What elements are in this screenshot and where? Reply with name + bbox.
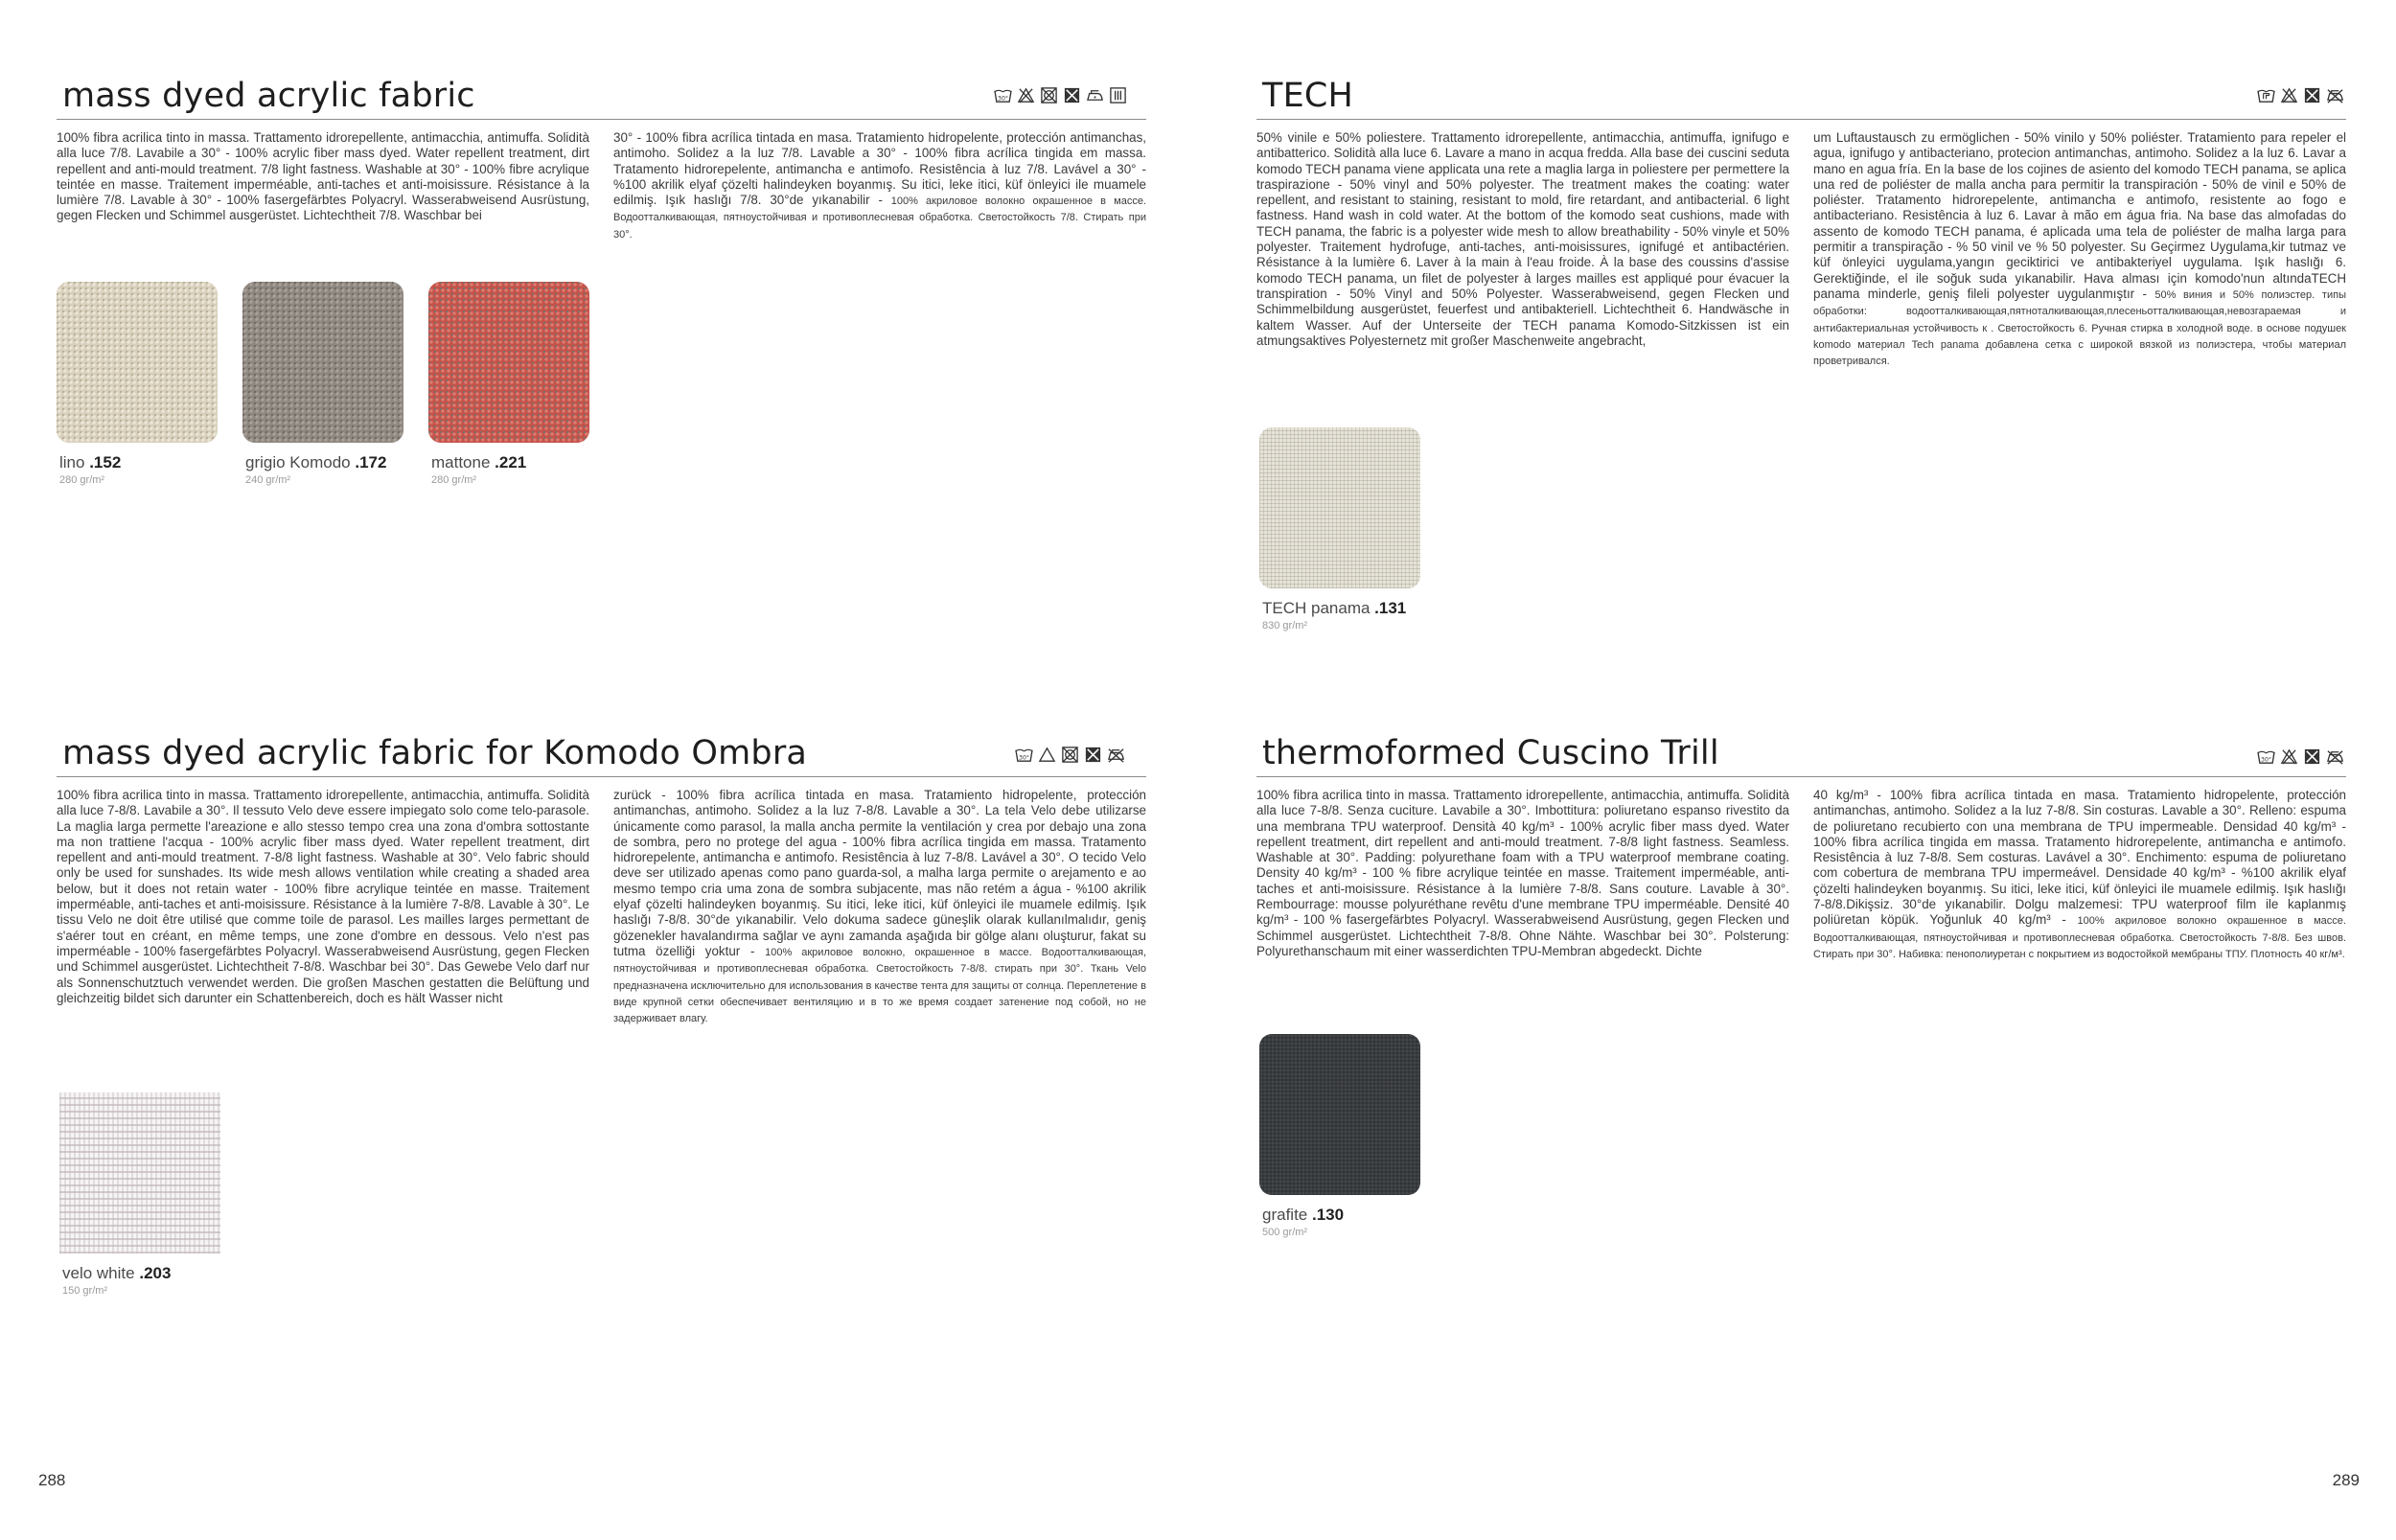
swatch-weight: 240 gr/m² [245, 474, 291, 486]
bleach-allowed-icon [1038, 746, 1056, 764]
swatch-name: TECH panama .131 [1262, 599, 1407, 617]
swatch-name: grigio Komodo .172 [245, 453, 387, 471]
description-column-2 [613, 130, 1146, 242]
swatch-image [428, 282, 589, 443]
no-dry-clean-icon [2303, 747, 2321, 766]
section-title: mass dyed acrylic fabric for Komodo Ombra [62, 734, 808, 772]
swatch-name: lino .152 [59, 453, 122, 471]
description-text-russian: 100% акриловое волокно, окрашенное в массе. Водоотталкивающая, пятноустойчивая и противоплесневая обработка. Светостойкость 7-8/8. стирать при 30°. Ткань Velo предназначена исключительно для использования в качестве тента для защиты от солнца. Переплетение в виде крупной сетки обеспечивает вентиляцию и в то же время создает затенение под собой, но не задерживает влагу. [613, 946, 1146, 1025]
no-tumble-dry-icon [1061, 746, 1079, 764]
no-dry-clean-icon [1084, 746, 1102, 764]
wash-temp-label: 30° [2261, 756, 2271, 764]
care-icons [994, 86, 1127, 104]
no-bleach-icon [2280, 86, 2298, 104]
swatch-image [1259, 427, 1420, 588]
swatch-name: grafite .130 [1262, 1206, 1345, 1224]
no-iron-icon [2326, 86, 2344, 104]
dry-flat-icon [1109, 86, 1127, 104]
title-divider [1256, 776, 2346, 777]
title-divider [57, 119, 1146, 120]
page-number-left: 288 [38, 1471, 66, 1489]
iron-icon [1086, 86, 1104, 104]
care-icons [2257, 747, 2344, 766]
title-divider [57, 776, 1146, 777]
swatch-image [242, 282, 403, 443]
swatch-lino[interactable] [57, 282, 218, 486]
no-iron-icon [1107, 746, 1125, 764]
section-trill [1256, 734, 2346, 1271]
description-text: 40 kg/m³ - 100% fibra acrílica tintada en masa. Tratamiento hidropelente, protección antimanchas, antimoho. Solidez a la luz 7-8/8. Sin costuras. Lavable a 30°. Relleno: espuma de poliuretano recubierto con una membrana de TPU impermeable. Densidad 40 kg/m³ - 100% fibra acrílica tingida em massa. Tratamento hidrorepelente, antimancha e antimofo. Resistência à luz 7-8/8. Sem costuras. Lavável a 30°. Enchimento: espuma de poliuretano com cobertura de membrana TPU impermeável. Densidade 40 kg/m³ - %100 akrilik elyaf çözelti halindeyken boyanmış. Su itici, leke itici, küf önleyici ile muamele edilmiş. Işık haslığı 7-8/8.Dikişsiz. 30°de yıkanabilir. Dolgu malzemesi: TPU waterproof film ile kaplanmış poliüretan köpük. Yoğunluk 40 kg/m³ - [1813, 788, 2346, 928]
description-column-1: 100% fibra acrilica tinto in massa. Trattamento idrorepellente, antimacchia, antimuffa. Solidità alla luce 7/8. Lavabile a 30° - 100% acrylic fiber mass dyed. Water repellent treatment, dirt repellent and anti-mould treatment. 7/8 light fastness. Washable at 30° - 100% fibre acrylique teintée en masse. Traitement imperméable, anti-taches et anti-moisissure. Résistance à la lumière 7/8. Lavable à 30° - 100% fasergefärbtes Polyacryl. Wasserabweisend Ausrüstung, gegen Flecken und Schimmel ausgerüstet. Lichtechtheit 7/8. Waschbar bei [57, 130, 589, 223]
swatch-weight: 830 gr/m² [1262, 620, 1308, 632]
care-icons [2257, 86, 2344, 104]
title-divider [1256, 119, 2346, 120]
wash-30-icon [994, 86, 1012, 104]
swatch-name: mattone .221 [431, 453, 527, 471]
section-title: thermoformed Cuscino Trill [1262, 734, 1719, 772]
swatch-weight: 280 gr/m² [59, 474, 105, 486]
description-text: um Luftaustausch zu ermöglichen - 50% vinilo y 50% poliéster. Tratamiento para repeler el agua, ignifugo y antibacteriano, protecion antimanchas, antimoho. Solidez a la luz 6. Lavar a mano en agua fría. En la base de los cojines de asiento del komodo TECH panama, se aplica una red de poliéster de malla ancha para permitir la transpiración - 50% de vinil e 50% de poliéster. Tratamento hidrorepelente, antimancha e antimofo, resistente ao fogo e antibacteriano. Resistência à luz 6. Lavar à mão em água fria. Na base das almofadas do assento de komodo TECH panama, é aplicada uma tela de poliéster de malha larga para permitir a transpiração - % 50 vinil ve % 50 polyester. Su Geçirmez Uygulama,kir tutmaz ve küf önleyici uygulama,yangın geciktirici ve antibakteriyel uygulama. Işık haslığı 6. Gerektiğinde, el ile soğuk suda yıkanabilir. Hava alması için komodo'nun altındaTECH panama minderle, geniş fileli polyester uygulanmıştır - [1813, 130, 2346, 301]
swatch-name: velo white .203 [62, 1264, 172, 1282]
description-text: zurück - 100% fibra acrílica tintada en masa. Tratamiento hidropelente, protección antimanchas, antimoho. Solidez a la luz 7-8/8. Lavable a 30°. La tela Velo debe utilizarse únicamente como parasol, la malla ancha permite la ventilación y crea por debajo una zona de sombra, pero no protege del agua - 100% fibra acrílica tingida em massa. Tratamento hidrorepelente, antimancha e antimofo. Resistência à luz 7-8/8. Lavável a 30°. O tecido Velo deve ser utilizado apenas como pano guarda-sol, a malha larga permite o arejamento e ao mesmo tempo cria uma zona de sombra subjacente, mas não retém a água - %100 akrilik elyaf çözelti halindeyken boyanmış. Su itici, leke itici, küf önleyici ile muamele edilmiş. Işık haslığı 7-8/8. 30°de yıkanabilir. Velo dokuma sadece güneşlik olarak kullanılmalıdır, geniş gözenekler havalandırma sağlar ve aynı zamanda aşağıda bir gölge alanı oluşturur, fakat su tutma özelliği yoktur - [613, 788, 1146, 958]
wash-30-icon [2257, 747, 2275, 766]
swatch-weight: 280 gr/m² [431, 474, 477, 486]
description-column-1: 100% fibra acrilica tinto in massa. Trattamento idrorepellente, antimacchia, antimuffa. Solidità alla luce 7-8/8. Senza cuciture. Lavabile a 30°. Imbottitura: poliuretano espanso rivestito da una membrana TPU waterproof. Densità 40 kg/m³ - 100% acrylic fiber mass dyed. Water repellent treatment, dirt repellent and anti-mould treatment. 7-8/8 light fastness. Seamless. Washable at 30°. Padding: polyurethane foam with a TPU waterproof membrane coating. Density 40 kg/m³ - 100 % fibre acrylique teintée en masse. Traitement imperméable, anti-taches et anti-moisissure. Résistance à la lumière 7-8/8. Sans couture. Lavable à 30°. Rembourrage: mousse polyuréthane revêtu d'une membrane TPU imperméable. Densité 40 kg/m³ - 100 % fasergefärbtes Polyacryl. Wasserabweisend Ausrüstung, gegen Flecken und Schimmel ausgerüstet. Lichtechtheit 7-8/8. Ohne Nähte. Waschbar bei 30°. Polsterung: Polyurethanschaum mit einer wasserdichten TPU-Membran abgedeckt. Dichte [1256, 788, 1789, 958]
section-ombra [57, 734, 1146, 1328]
section-title: mass dyed acrylic fabric [62, 77, 475, 115]
description-text-russian: 100% акриловое волокно окрашенное в массе. Водоотталкивающая, пятноустойчивая и противоплесневая обработка. Светостойкость 7/8. Стирать при 30°. [613, 195, 1146, 241]
swatch-weight: 500 gr/m² [1262, 1227, 1308, 1238]
swatch-tech-panama[interactable] [1259, 427, 1420, 632]
swatch-grigio-komodo[interactable] [242, 282, 403, 486]
wash-temp-label: 30° [1019, 754, 1029, 762]
description-text: 30° - 100% fibra acrílica tintada en masa. Tratamiento hidropelente, protección antimanchas, antimoho. Solidez a la luz 7/8. Lavable a 30° - 100% fibra acrílica tingida em massa. Tratamento hidrorepelente, antimancha e antimofo. Resistência à luz 7/8. Lavável a 30° - %100 akrilik elyaf çözelti halindeyken boyanmış. Su itici, leke itici, küf önleyici ile muamele edilmiş. Işık haslığı 7/8. 30°de yıkanabilir - [613, 130, 1146, 208]
swatch-mattone[interactable] [428, 282, 589, 486]
description-column-2 [613, 788, 1146, 1026]
wash-30-icon [1015, 746, 1033, 764]
swatch-weight: 150 gr/m² [62, 1285, 108, 1297]
section-tech [1256, 77, 2346, 652]
swatch-image [59, 1092, 220, 1253]
section-title: TECH [1262, 77, 1354, 115]
swatch-image [1259, 1034, 1420, 1195]
description-column-1: 100% fibra acrilica tinto in massa. Trattamento idrorepellente, antimacchia, antimuffa. Solidità alla luce 7-8/8. Lavabile a 30°. Il tessuto Velo deve essere impiegato solo come telo-parasole. La maglia larga permette l'areazione e allo stesso tempo crea una zona d'ombra sottostante ma non trattiene l'acqua - 100% acrylic fiber mass dyed. Water repellent treatment, dirt repellent and anti-mould treatment. 7-8/8 light fastness. Washable at 30°. Velo fabric should only be used for sunshades. Its wide mesh allows ventilation while creating a shaded area below, but it does not retain water - 100% fibre acrylique teintée en masse. Traitement imperméable, anti-taches et anti-moisissure. Résistance à la lumière 7-8/8. Lavable à 30°. Le tissu Velo ne doit être utilisé que comme toile de parasol. Les mailles larges permettant de s'aérer tout en créant, en même temps, une zone d'ombre en dessous. Velo n'est pas imperméable - 100% fasergefärbtes Polyacryl. Wasserabweisend Ausrüstung, gegen Flecken und Schimmel ausgerüstet. Lichtechtheit 7-8/8. Waschbar bei 30°. Das Gewebe Velo darf nur als Sonnenschutztuch verwendet werden. Die großen Maschen gestatten die Belüftung und gleichzeitig bildet sich darunter ein Schattenbereich, doch es hält Wasser nicht [57, 788, 589, 1005]
no-tumble-dry-icon [1040, 86, 1058, 104]
description-column-1: 50% vinile e 50% poliestere. Trattamento idrorepellente, antimacchia, antimuffa, ignifugo e antibatterico. Solidità alla luce 6. Lavare a mano in acqua fredda. Alla base dei cuscini seduta komodo TECH panama viene applicata una rete a maglia larga in poliestere per permettere la traspirazione - 50% vinyl and 50% polyester. The treatment makes the coating: water repellent, and resistant to staining, resistant to mold, fire retardant, and antibacterial. 6 light fastness. Hand wash in cold water. At the bottom of the komodo seat cushions, made with TECH panama, the fabric is a polyester wide mesh to allow breathability - 50% vinyle et 50% polyester. Traitement hydrofuge, anti-taches, anti-moisissures, ignifugé et antibactérien. Résistance à la lumière 6. Laver à la main à l'eau froide. À la base des coussins d'assise komodo TECH panama, un filet de polyester à larges mailles est appliqué pour évacuer la transpiration - 50% Vinyl and 50% Polyester. Wasserabweisend, gegen Flecken und Schimmelbildung ausgerüstet, feuerfest und antibakteriell. Lichtechtheit 6. Handwäsche in kaltem Wasser. Auf der Unterseite der TECH panama Komodo-Sitzkissen ist ein atmungsaktives Polyesternetz mit großer Maschenweite angebracht, [1256, 130, 1789, 348]
description-text-russian: 100% акриловое волокно окрашенное в массе. Водоотталкивающая, пятноустойчивая и противоплесневая обработка. Светостойкость 7-8/8. Без швов. Стирать при 30°. Набивка: пенополиуретан с покрытием из водостойкой мембраны ТПУ. Плотность 40 кг/м³. [1813, 915, 2346, 960]
care-icons [1015, 746, 1125, 764]
description-column-2 [1813, 130, 2346, 369]
section-acrylic [57, 77, 1146, 498]
description-column-2 [1813, 788, 2346, 962]
hand-wash-icon [2257, 86, 2275, 104]
swatch-grafite[interactable] [1259, 1034, 1420, 1238]
no-dry-clean-icon [2303, 86, 2321, 104]
description-text-russian: 50% виния и 50% полиэстер. типы обработки: водоотталкивающая,пятноталкивающая,плесеньотталкивающая,невозгараемая и антибактериальная устойчивость к . Светостойкость 6. Ручная стирка в холодной воде. в основе подушек komodo материал Tech panama добавлена сетка с широкой вязкой из полиэстера, чтобы материал проветривался. [1813, 288, 2346, 368]
no-dry-clean-icon [1063, 86, 1081, 104]
no-bleach-icon [1017, 86, 1035, 104]
page-number-right: 289 [2332, 1471, 2360, 1489]
swatch-velo-white[interactable] [59, 1092, 220, 1297]
wash-temp-label: 30° [998, 95, 1008, 103]
no-iron-icon [2326, 747, 2344, 766]
swatch-image [57, 282, 218, 443]
no-bleach-icon [2280, 747, 2298, 766]
